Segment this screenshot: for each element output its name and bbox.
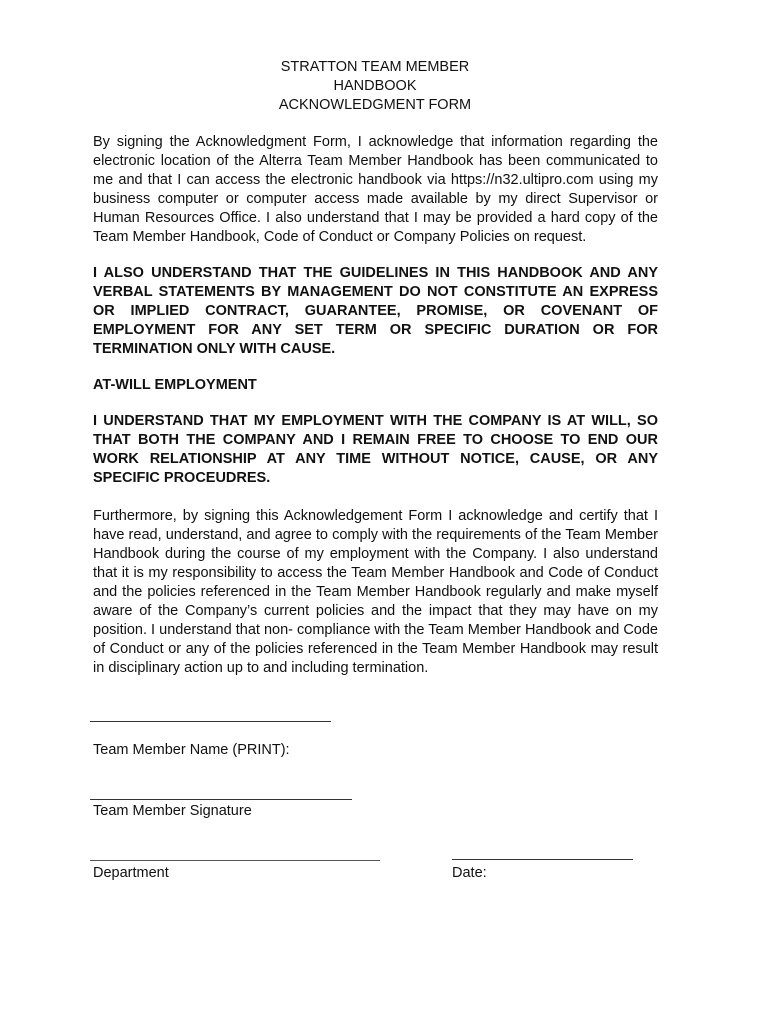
title-line-1: STRATTON TEAM MEMBER bbox=[280, 59, 470, 75]
furthermore-paragraph: Furthermore, by signing this Acknowledgement Form I acknowledge and certify that I have read, understand, and agree to comply with the requirements of the Team Member Handbook during the course of my employment with the Company. I also understand that it is my responsibility to access the Team Member Handbook and Code of Conduct and the policies referenced in the Team Member Handbook regularly and make myself aware of the Company’s current policies and the impact that they may have on my position. I understand that non- compliance with the Team Member Handbook and Code of Conduct or any of the policies referenced in the Team Member Handbook may result in disciplinary action up to and including termination. bbox=[93, 508, 658, 676]
name-signature-line bbox=[90, 721, 331, 722]
signature-label: Team Member Signature bbox=[93, 803, 252, 819]
name-label: Team Member Name (PRINT): bbox=[93, 742, 290, 758]
department-line bbox=[90, 860, 380, 861]
at-will-paragraph: I UNDERSTAND THAT MY EMPLOYMENT WITH THE COMPANY IS AT WILL, SO THAT BOTH THE COMPANY AND I REMAIN FREE TO CHOOSE TO END OUR WORK RELATIONSHIP AT ANY TIME WITHOUT NOTICE, CAUSE, OR ANY SPECIFIC PROCEUDRES. bbox=[93, 413, 658, 486]
title-line-2: HANDBOOK bbox=[333, 78, 417, 94]
date-line bbox=[452, 859, 633, 860]
department-label: Department bbox=[93, 865, 169, 881]
title-line-3: ACKNOWLEDGMENT FORM bbox=[278, 97, 472, 113]
guidelines-paragraph: I ALSO UNDERSTAND THAT THE GUIDELINES IN THIS HANDBOOK AND ANY VERBAL STATEMENTS BY MANAGEMENT DO NOT CONSTITUTE AN EXPRESS OR IMPLIED CONTRACT, GUARANTEE, PROMISE, OR COVENANT OF EMPLOYMENT FOR ANY SET TERM OR SPECIFIC DURATION OR FOR TERMINATION ONLY WITH CAUSE. bbox=[93, 265, 658, 357]
at-will-heading: AT-WILL EMPLOYMENT bbox=[93, 377, 257, 393]
document-title bbox=[0, 58, 750, 115]
signature-line bbox=[90, 799, 352, 800]
date-label: Date: bbox=[452, 865, 487, 881]
intro-paragraph: By signing the Acknowledgment Form, I acknowledge that information regarding the electronic location of the Alterra Team Member Handbook has been communicated to me and that I can access the electronic handbook via https://n32.ultipro.com using my business computer or computer access made available by my direct Supervisor or Human Resources Office. I also understand that I may be provided a hard copy of the Team Member Handbook, Code of Conduct or Company Policies on request. bbox=[93, 134, 658, 245]
